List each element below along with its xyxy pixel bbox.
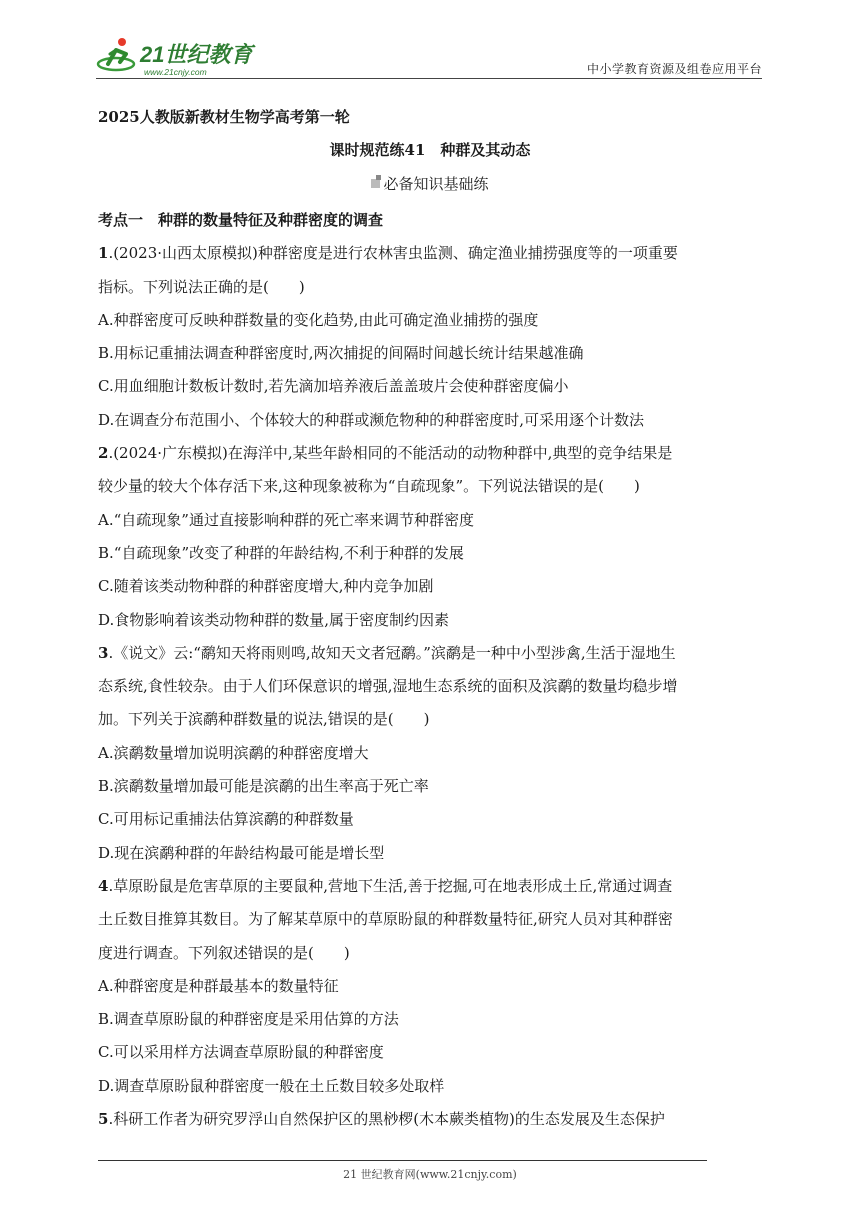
option-a: A.种群密度是种群最基本的数量特征 [98, 976, 339, 995]
section-heading [0, 173, 860, 194]
option-b: B.“自疏现象”改变了种群的年龄结构,不利于种群的发展 [98, 543, 464, 562]
question-text: .《说文》云:“鹬知天将雨则鸣,故知天文者冠鹬。”滨鹬是一种中小型涉禽,生活于湿地生 [108, 643, 676, 662]
option-a: A.滨鹬数量增加说明滨鹬的种群密度增大 [98, 743, 369, 762]
option-c: C.随着该类动物种群的种群密度增大,种内竞争加剧 [98, 577, 434, 596]
question-stem-line: 较少量的较大个体存活下来,这种现象被称为“自疏现象”。下列说法错误的是( ) [98, 477, 640, 496]
option-c: C.用血细胞计数板计数时,若先滴加培养液后盖盖玻片会使种群密度偏小 [98, 377, 569, 396]
option-b: B.用标记重捕法调查种群密度时,两次捕捉的间隔时间越长统计结果越准确 [98, 344, 584, 363]
question-number: 1 [98, 244, 109, 263]
question-1 [98, 237, 764, 437]
option-c: C.可以采用样方法调查草原盼鼠的种群密度 [98, 1043, 384, 1062]
question-number: 2 [98, 444, 109, 463]
question-content [98, 204, 764, 1136]
question-stem-line: 度进行调查。下列叙述错误的是( ) [98, 943, 350, 962]
question-text: .草原盼鼠是危害草原的主要鼠种,营地下生活,善于挖掘,可在地表形成土丘,常通过调查 [108, 876, 673, 895]
page-header [96, 34, 762, 78]
question-text: .(2024·广东模拟)在海洋中,某些年龄相同的不能活动的动物种群中,典型的竞争结果是 [108, 444, 673, 463]
question-stem-line [98, 870, 764, 903]
lesson-title: 课时规范练41 种群及其动态 [329, 141, 531, 159]
option-b: B.滨鹬数量增加最可能是滨鹬的出生率高于死亡率 [98, 777, 429, 796]
logo-url: www.21cnjy.com [144, 67, 207, 77]
question-5 [98, 1103, 764, 1136]
question-stem-line: 态系统,食性较杂。由于人们环保意识的增强,湿地生态系统的面积及滨鹬的数量均稳步增 [98, 677, 678, 696]
option-d: D.调查草原盼鼠种群密度一般在土丘数目较多处取样 [98, 1076, 445, 1095]
question-stem-line [98, 637, 764, 670]
question-stem-line [98, 437, 764, 470]
knowledge-point-heading: 考点一 种群的数量特征及种群密度的调查 [98, 211, 384, 229]
question-4 [98, 870, 764, 1103]
platform-name: 中小学教育资源及组卷应用平台 [586, 62, 762, 76]
question-number: 3 [98, 643, 109, 662]
21cnjy-logo [96, 34, 266, 78]
option-a: A.“自疏现象”通过直接影响种群的死亡率来调节种群密度 [98, 510, 474, 529]
footer-divider [98, 1160, 707, 1161]
question-stem-line: 加。下列关于滨鹬种群数量的说法,错误的是( ) [98, 710, 430, 729]
question-stem-line [98, 1103, 764, 1136]
question-stem-line: 土丘数目推算其数目。为了解某草原中的草原盼鼠的种群数量特征,研究人员对其种群密 [98, 910, 673, 929]
question-stem-line: 指标。下列说法正确的是( ) [98, 277, 305, 296]
logo-text: 21世纪教育 [140, 42, 253, 67]
document-title: 2025人教版新教材生物学高考第一轮 [98, 108, 350, 126]
header-divider [96, 78, 762, 79]
question-3 [98, 637, 764, 870]
question-text: .(2023·山西太原模拟)种群密度是进行农林害虫监测、确定渔业捕捞强度等的一项重要 [108, 244, 678, 263]
option-c: C.可用标记重捕法估算滨鹬的种群数量 [98, 810, 354, 829]
option-d: D.食物影响着该类动物种群的数量,属于密度制约因素 [98, 610, 450, 629]
question-number: 5 [98, 1110, 109, 1129]
section-label: 必备知识基础练 [383, 175, 489, 193]
question-number: 4 [98, 876, 109, 895]
question-2 [98, 437, 764, 637]
option-b: B.调查草原盼鼠的种群密度是采用估算的方法 [98, 1010, 399, 1029]
option-d: D.现在滨鹬种群的年龄结构最可能是增长型 [98, 843, 385, 862]
option-a: A.种群密度可反映种群数量的变化趋势,由此可确定渔业捕捞的强度 [98, 310, 539, 329]
page-footer: 21 世纪教育网(www.21cnjy.com) [343, 1168, 517, 1181]
option-d: D.在调查分布范围小、个体较大的种群或濒危物种的种群密度时,可采用逐个计数法 [98, 410, 645, 429]
question-text: .科研工作者为研究罗浮山自然保护区的黑桫椤(木本蕨类植物)的生态发展及生态保护 [108, 1110, 665, 1129]
question-stem-line [98, 237, 764, 270]
square-bullet-icon [371, 179, 380, 188]
